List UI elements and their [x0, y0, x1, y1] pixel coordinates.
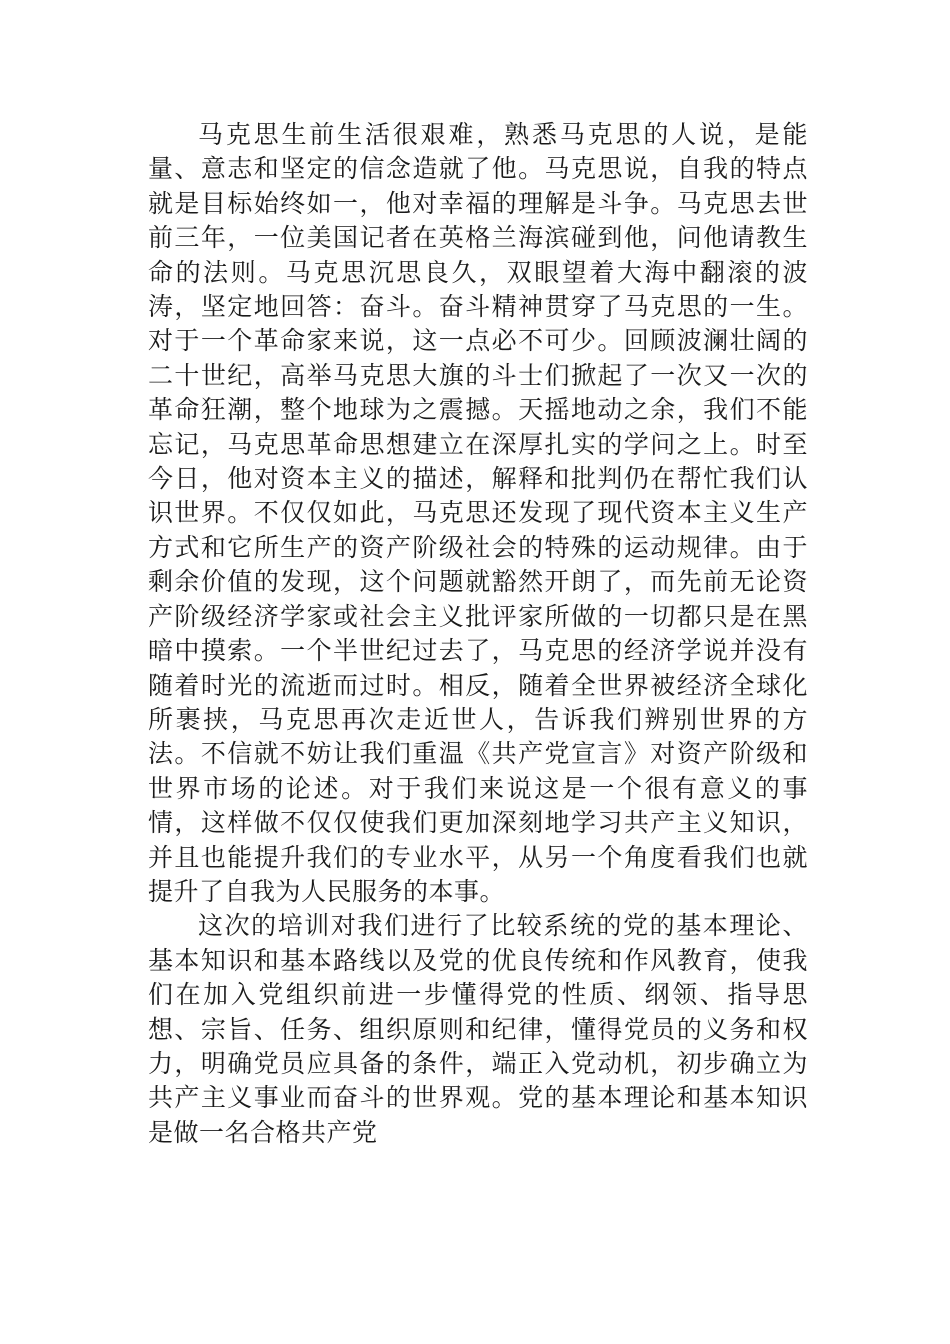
- body-text: [148, 118, 808, 1150]
- paragraph-marx-struggle: 马克思生前生活很艰难，熟悉马克思的人说，是能量、意志和坚定的信念造就了他。马克思说，自我的特点就是目标始终如一，他对幸福的理解是斗争。马克思去世前三年，一位美国记者在英格兰海滨碰到他，问他请教生命的法则。马克思沉思良久，双眼望着大海中翻滚的波涛，坚定地回答：奋斗。奋斗精神贯穿了马克思的一生。对于一个革命家来说，这一点必不可少。回顾波澜壮阔的二十世纪，高举马克思大旗的斗士们掀起了一次又一次的革命狂潮，整个地球为之震撼。天摇地动之余，我们不能忘记，马克思革命思想建立在深厚扎实的学问之上。时至今日，他对资本主义的描述，解释和批判仍在帮忙我们认识世界。不仅仅如此，马克思还发现了现代资本主义生产方式和它所生产的资产阶级社会的特殊的运动规律。由于剩余价值的发现，这个问题就豁然开朗了，而先前无论资产阶级经济学家或社会主义批评家所做的一切都只是在黑暗中摸索。一个半世纪过去了，马克思的经济学说并没有随着时光的流逝而过时。相反，随着全世界被经济全球化所裹挟，马克思再次走近世人，告诉我们辨别世界的方法。不信就不妨让我们重温《共产党宣言》对资产阶级和世界市场的论述。对于我们来说这是一个很有意义的事情，这样做不仅仅使我们更加深刻地学习共产主义知识，并且也能提升我们的专业水平，从另一个角度看我们也就提升了自我为人民服务的本事。: [148, 120, 808, 906]
- paragraph-party-training: 这次的培训对我们进行了比较系统的党的基本理论、基本知识和基本路线以及党的优良传统和作风教育，使我们在加入党组织前进一步懂得党的性质、纲领、指导思想、宗旨、任务、组织原则和纪律，懂得党员的义务和权力，明确党员应具备的条件，端正入党动机，初步确立为共产主义事业而奋斗的世界观。党的基本理论和基本知识是做一名合格共产党: [148, 911, 808, 1147]
